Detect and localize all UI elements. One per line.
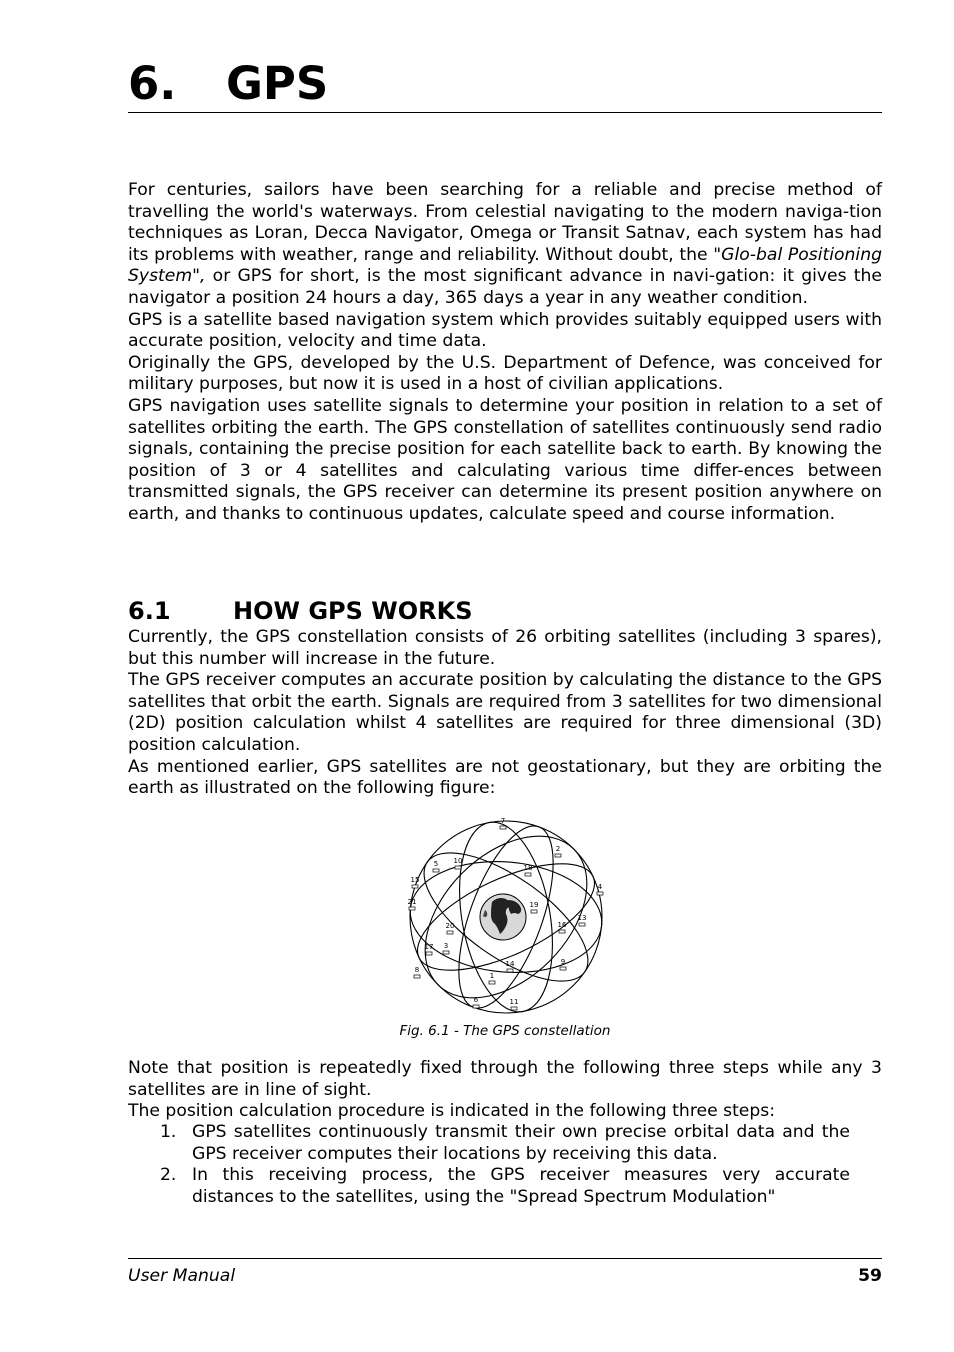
satellite-icon: [433, 869, 439, 872]
satellite-icon: [414, 975, 420, 978]
satellite-label: 7: [500, 817, 506, 825]
page-number: 59: [858, 1266, 882, 1286]
step-text: GPS satellites continuously transmit their own precise orbital data and the GPS receiver computes their locations by receiving this data.: [192, 1122, 850, 1164]
after-figure-text: [128, 1058, 882, 1123]
intro-paragraph-4: GPS navigation uses satellite signals to determine your position in relation to a set of satellites orbiting the earth. The GPS constellation of satellites continuously send radio signals, containing the precise position for each satellite back to earth. By knowing the position of 3 or 4 satellites and calculating various time differ-ences between transmitted signals, the GPS receiver can determine its present position anywhere on earth, and thanks to continuous updates, calculate speed and course information.: [128, 395, 882, 524]
satellite-label: 20: [445, 922, 455, 930]
satellite-label: 18: [523, 864, 533, 872]
satellite-icon: [511, 1007, 517, 1010]
satellite-icon: [507, 969, 513, 972]
satellite-icon: [409, 907, 415, 910]
section-paragraph-1: Currently, the GPS constellation consists of 26 orbiting satellites (including 3 spares), but this number will increase in the future.: [128, 627, 882, 669]
satellite-icon: [559, 930, 565, 933]
section-title: [128, 596, 472, 626]
satellite-label: 9: [560, 958, 566, 966]
satellite-icon: [489, 981, 495, 984]
satellite-icon: [597, 892, 603, 895]
satellite-icon: [455, 866, 461, 869]
step-number: 1.: [160, 1122, 177, 1142]
satellite-icon: [412, 885, 418, 888]
satellite-label: 21: [407, 898, 417, 906]
gps-constellation-figure: [400, 814, 612, 1016]
satellite-icon: [560, 967, 566, 970]
intro-paragraph-2: GPS is a satellite based navigation system which provides suitably equipped users with accurate position, velocity and time data.: [128, 309, 882, 352]
step-number: 2.: [160, 1165, 177, 1186]
satellite-icon: [443, 951, 449, 954]
after-figure-paragraph-1: Note that position is repeatedly fixed through the following three steps while any 3 satellites are in line of sight.: [128, 1058, 882, 1100]
satellite-label: 16: [557, 921, 567, 929]
satellite-icon: [531, 910, 537, 913]
intro-p1-emphasis: "Glo-bal Positioning System",: [128, 244, 883, 287]
section-number: 6.1: [128, 597, 171, 625]
satellite-icon: [579, 923, 585, 926]
step-text: In this receiving process, the GPS receiver measures very accurate distances to the satellites, using the "Spread Spectrum Modulation": [192, 1165, 850, 1207]
satellite-label: 17: [424, 943, 434, 951]
header-rule: [128, 112, 882, 113]
satellite-icon: [525, 873, 531, 876]
satellite-icon: [473, 1005, 479, 1008]
step-item: [160, 1165, 850, 1208]
figure-caption: Fig. 6.1 - The GPS constellation: [399, 1023, 611, 1039]
section-text: [128, 627, 882, 800]
footer-rule: [128, 1258, 882, 1259]
satellite-icon: [500, 826, 506, 829]
satellite-label: 5: [433, 860, 439, 868]
intro-paragraph-3: Originally the GPS, developed by the U.S. Department of Defence, was conceived for military purposes, but now it is used in a host of civilian applications.: [128, 352, 882, 395]
section-paragraph-2: The GPS receiver computes an accurate position by calculating the distance to the GPS satellites that orbit the earth. Signals are required from 3 satellites for two dimensional (2D) position calculation whilst 4 satellites are required for three dimensional (3D) position calculation.: [128, 670, 882, 755]
satellite-label: 6: [473, 996, 479, 1004]
section-paragraph-3: As mentioned earlier, GPS satellites are not geostationary, but they are orbiting the earth as illustrated on the following figure:: [128, 756, 882, 799]
after-figure-paragraph-2: The position calculation procedure is indicated in the following three steps:: [128, 1101, 776, 1122]
satellite-label: 10: [453, 857, 463, 865]
step-item: [160, 1122, 850, 1165]
satellite-label: 4: [597, 883, 603, 891]
satellite-label: 11: [509, 998, 519, 1006]
section-title-text: HOW GPS WORKS: [233, 597, 473, 625]
intro-p1-end: or GPS for short, is the most significant advance in navi-gation: it gives the navigator a position 24 hours a day, 365 days a year in any weather condition.: [128, 266, 882, 308]
steps-list: [160, 1122, 850, 1208]
footer-title: User Manual: [128, 1266, 236, 1286]
intro-paragraph-1: [128, 180, 882, 310]
gps-constellation-svg: [400, 814, 612, 1016]
chapter-title-text: GPS: [226, 57, 329, 110]
earth-globe-icon: [480, 894, 526, 940]
intro-text: [128, 180, 882, 526]
satellite-label: 13: [577, 914, 587, 922]
chapter-number: 6.: [128, 57, 177, 110]
satellite-label: 19: [529, 901, 539, 909]
satellite-label: 14: [505, 960, 515, 968]
intro-p1-start: For centuries, sailors have been searching for a reliable and precise method of travelling the world's waterways. From celestial navigating to the modern naviga-tion techniques as Loran, Decca Navigator, Omega or Transit Satnav, each system has had its problems with weather, range and reliability. Without doubt, the: [128, 180, 882, 265]
satellite-label: 3: [443, 942, 449, 950]
satellite-label: 2: [555, 845, 561, 853]
satellite-label: 8: [414, 966, 420, 974]
chapter-title: [128, 56, 328, 112]
satellite-icon: [555, 854, 561, 857]
satellite-icon: [426, 952, 432, 955]
satellite-label: 15: [410, 876, 420, 884]
satellite-icon: [447, 931, 453, 934]
satellite-label: 1: [489, 972, 495, 980]
